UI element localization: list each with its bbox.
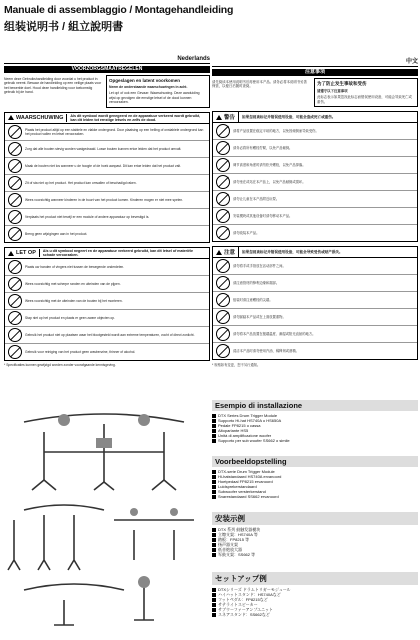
warning-item bbox=[213, 140, 417, 157]
warning-item-text: Breng geen wijzigingen aan in het product. bbox=[25, 231, 88, 236]
intro-text: 请先阅读本使用说明书后再使用本产品。请务必将本说明书妥善保管，以便日后随时查阅。 bbox=[212, 80, 307, 89]
warning-box bbox=[212, 111, 418, 242]
caution-item bbox=[5, 293, 209, 310]
page-header bbox=[0, 0, 420, 52]
prohibit-icon bbox=[216, 175, 230, 189]
warning-item bbox=[5, 175, 209, 192]
footnote: * Specificaties kunnen gewijzigd worden zonder voorafgaande kennisgeving. bbox=[4, 363, 116, 368]
caution-triangle-icon bbox=[216, 250, 222, 255]
prohibit-icon bbox=[216, 259, 230, 273]
dutch-column bbox=[4, 56, 210, 367]
intro-block bbox=[4, 75, 210, 108]
bullet-icon bbox=[212, 424, 216, 428]
prohibit-icon bbox=[8, 176, 22, 190]
warning-item bbox=[5, 192, 209, 209]
prohibit-icon bbox=[216, 158, 230, 172]
list-item-text: スネアスタンド：SS662など bbox=[218, 612, 270, 617]
prohibit-icon bbox=[8, 210, 22, 224]
caution-item bbox=[5, 259, 209, 276]
caution-item-text: Stap niet op het product en plaats er geen zware objecten op. bbox=[25, 316, 115, 321]
bullet-icon bbox=[212, 538, 216, 542]
notice-text: Let op! of ook een Gevaar: Waarschuwing. Deze aanduiding wijst op gevolgen die ernstige letsel of de dood kunnen veroorzaken. bbox=[109, 91, 200, 105]
bullet-icon bbox=[212, 470, 216, 474]
warning-header bbox=[5, 113, 209, 124]
warning-badge bbox=[213, 112, 239, 122]
list-item-text: 军鼓支架：SS662 等 bbox=[218, 552, 256, 557]
prohibit-icon bbox=[8, 294, 22, 308]
list-item-text: 低音炮放大器 bbox=[218, 547, 242, 552]
caution-badge bbox=[213, 247, 239, 257]
list-item-text: DTX-serie Drum Trigger Module bbox=[218, 469, 275, 474]
warning-box bbox=[4, 112, 210, 243]
caution-item-text: Gebruik het product niet op plaatsen waar het blootgesteld wordt aan extreme temperaturen, vocht of direct zonlicht. bbox=[25, 333, 195, 338]
prohibit-icon bbox=[216, 124, 230, 138]
caution-item-text: 清洁本产品时请勿使用汽油、稀释剂或酒精。 bbox=[233, 349, 299, 354]
section-japanese bbox=[212, 572, 418, 617]
bullet-icon bbox=[212, 490, 216, 494]
warning-item-text: 请勿让儿童在本产品附近玩耍。 bbox=[233, 197, 280, 202]
warning-item-text: Plaats het product altijd op een stabiele en vlakke ondergrond. Door plaatsing op een helling of onstabiele ondergrond kan het product vallen en letsel veroorzaken. bbox=[25, 127, 204, 137]
bullet-icon bbox=[212, 588, 216, 592]
notice-title: Opgeslagen en latent voorkomen bbox=[109, 78, 181, 83]
caution-badge bbox=[5, 249, 40, 257]
caution-item bbox=[213, 258, 417, 275]
caution-item bbox=[213, 292, 417, 309]
caution-item-text: 请勿将手或手指放在活动部件之间。 bbox=[233, 264, 286, 269]
caution-item-text: Plaats uw handen of vingers niet tussen de bewegende onderdelen. bbox=[25, 265, 125, 270]
list-item-text: DTX 系列 鼓触发器模块 bbox=[218, 527, 261, 532]
caution-item-text: Wees voorzichtig met scherpe randen en uiteinden van de pijpen. bbox=[25, 282, 121, 287]
list-item-text: Hi-hatstandaard HS740A ervanoord bbox=[218, 474, 282, 479]
warning-item-text: 调节高度和角度时请勿松开螺栓，以免产品掉落。 bbox=[233, 163, 306, 168]
warning-item-text: 安装模块或其他设备时请勿移动本产品。 bbox=[233, 214, 293, 219]
prohibit-icon bbox=[216, 209, 230, 223]
caution-item bbox=[5, 344, 209, 360]
warning-badge bbox=[5, 114, 67, 122]
caution-desc: 如果忽视该标记并错误使用设备，可能会导致受伤或财产损失。 bbox=[242, 250, 343, 255]
warning-item bbox=[5, 158, 209, 175]
warning-item-text: Verplaats het product niet terwijl er een module of andere apparatuur op bevestigd is. bbox=[25, 214, 150, 219]
warning-triangle-icon bbox=[216, 115, 222, 120]
list-item-text: ハイハットスタンド：HS740Aなど bbox=[218, 592, 281, 597]
prohibit-icon bbox=[8, 260, 22, 274]
list-item-text: DTX Series Drum Trigger Module bbox=[218, 413, 278, 418]
caution-triangle-icon bbox=[8, 251, 14, 256]
prohibit-icon bbox=[8, 193, 22, 207]
prohibit-icon bbox=[8, 159, 22, 173]
caution-box bbox=[212, 246, 418, 360]
caution-label: LET OP bbox=[16, 250, 36, 257]
warning-item bbox=[213, 208, 417, 225]
warning-item bbox=[5, 209, 209, 226]
bullet-icon bbox=[212, 598, 216, 602]
prohibit-icon bbox=[8, 277, 22, 291]
bullet-icon bbox=[212, 608, 216, 612]
list-item-text: 立镲支架：HS740A 等 bbox=[218, 532, 258, 537]
chinese-column bbox=[212, 56, 418, 367]
bullet-icon bbox=[212, 528, 216, 532]
bullet-icon bbox=[212, 485, 216, 489]
list-item-text: Subwoofer versterkerstand bbox=[218, 489, 266, 494]
notice-sub: 请遵守以下注意事项 bbox=[317, 89, 348, 93]
prohibit-icon bbox=[8, 125, 22, 139]
section-title: セットアップ例 bbox=[212, 572, 418, 585]
list-item bbox=[212, 494, 418, 499]
item-list bbox=[212, 469, 418, 499]
caution-desc: Als u dit symbool negeert en de apparatuur verkeerd gebruikt, kan dit letsel of materiële schade veroorzaken. bbox=[42, 249, 194, 258]
caution-item bbox=[213, 343, 417, 359]
list-item-text: サブウーファーアンプユニット bbox=[218, 607, 273, 612]
warning-desc: 如果忽视该标记并错误使用设备，可能会造成死亡或重伤。 bbox=[242, 115, 336, 120]
list-item-text: Hoetpedaal FP8215 ervanoord bbox=[218, 479, 273, 484]
list-item-text: Altoparlante HS5 bbox=[218, 428, 249, 433]
prohibit-icon bbox=[8, 345, 22, 359]
prohibit-icon bbox=[216, 310, 230, 324]
bullet-icon bbox=[212, 475, 216, 479]
bullet-icon bbox=[212, 543, 216, 547]
section-italian bbox=[212, 400, 418, 443]
components-illustration bbox=[4, 500, 204, 630]
title-line-2: 组装说明书 / 組立說明書 bbox=[4, 21, 124, 33]
caution-box bbox=[4, 247, 210, 361]
section-title: Voorbeeldopstelling bbox=[212, 456, 418, 467]
list-item-text: フットペダル：FP8215など bbox=[218, 597, 268, 602]
bullet-icon bbox=[212, 553, 216, 557]
warning-item bbox=[5, 141, 209, 158]
prohibit-icon bbox=[216, 293, 230, 307]
list-item-text: 扬声器支架 bbox=[218, 542, 238, 547]
caution-item bbox=[213, 309, 417, 326]
notice-box bbox=[106, 75, 210, 108]
prohibit-icon bbox=[216, 327, 230, 341]
warning-item bbox=[5, 124, 209, 141]
prohibit-icon bbox=[8, 328, 22, 342]
prohibit-icon bbox=[216, 192, 230, 206]
list-item-text: DTXシリーズ ドラムトリガーモジュール bbox=[218, 587, 291, 592]
list-item-text: Supporto Hi-hat HS740A o HS650A bbox=[218, 418, 282, 423]
caution-item bbox=[213, 326, 417, 343]
language-heading: Nederlands bbox=[4, 56, 210, 64]
list-item bbox=[212, 612, 418, 617]
prohibit-icon bbox=[216, 226, 230, 240]
caution-item-text: 请勿踩踏本产品或在上面放置重物。 bbox=[233, 315, 286, 320]
language-heading: 中文 bbox=[212, 56, 418, 67]
list-item-text: Supporto per sub woofer SS662 o simile bbox=[218, 438, 290, 443]
bullet-icon bbox=[212, 495, 216, 499]
caution-item bbox=[5, 327, 209, 344]
notice-text: 此标志表示如果忽视此标志而错误使用设备，可能会导致死亡或重伤。 bbox=[317, 95, 412, 104]
bullet-icon bbox=[212, 548, 216, 552]
warning-item bbox=[213, 174, 417, 191]
prohibit-icon bbox=[216, 276, 230, 290]
prohibit-icon bbox=[216, 141, 230, 155]
caution-header bbox=[5, 248, 209, 259]
warning-item bbox=[213, 123, 417, 140]
list-item bbox=[212, 438, 418, 443]
list-item-text: Snarestandaard SS662 ervanoord bbox=[218, 494, 279, 499]
notice-sub: Neem de onderstaande waarschuwingen in acht. bbox=[109, 85, 188, 89]
caution-item-text: 组装时请注意螺栓的尖端。 bbox=[233, 298, 273, 303]
section-title: 安装示例 bbox=[212, 512, 418, 525]
warning-item-text: Zit of sta niet op het product. Het product kan omvallen of beschadigd raken. bbox=[25, 180, 137, 185]
warning-label: WAARSCHUWING bbox=[16, 114, 64, 121]
precautions-bar: 注意事项 bbox=[212, 69, 418, 76]
item-list bbox=[212, 527, 418, 557]
caution-item-text: 请勿将本产品放置在极端温度、潮湿或阳光直射的地方。 bbox=[233, 332, 316, 337]
warning-item-text: 请勿坐在或站在本产品上，以免产品倾倒或损坏。 bbox=[233, 180, 306, 185]
caution-header bbox=[213, 247, 417, 258]
bullet-icon bbox=[212, 419, 216, 423]
prohibit-icon bbox=[8, 227, 22, 241]
warning-item-text: 请将产品放置在稳定平坦的地方，以免因倾倒而导致受伤。 bbox=[233, 129, 319, 134]
warning-triangle-icon bbox=[8, 115, 14, 120]
section-dutch bbox=[212, 456, 418, 499]
bullet-icon bbox=[212, 480, 216, 484]
caution-label: 注意 bbox=[224, 250, 236, 257]
title-line-1: Manuale di assemblaggio / Montagehandleiding bbox=[4, 4, 234, 16]
caution-item-text: Gebruik voor reiniging van het product geen wasbenzine, thinner of alcohol. bbox=[25, 350, 136, 355]
warning-item-text: Maak de bouten niet los wanneer u de hoogte of de hoek aanpast. Dit kan ertoe leiden dat het product valt. bbox=[25, 163, 181, 168]
intro-text: Neem deze Gebruikshandleiding door voordat u het product in gebruik neemt. Bewaar de handleiding op een veilige plaats voor het bewerkte doel. Houd deze handleiding voor toekomstig gebruik bij de hand. bbox=[4, 77, 102, 95]
bullet-icon bbox=[212, 439, 216, 443]
warning-item bbox=[5, 226, 209, 242]
caution-item bbox=[5, 276, 209, 293]
item-list bbox=[212, 587, 418, 617]
section-chinese bbox=[212, 512, 418, 557]
intro-block bbox=[212, 78, 418, 107]
list-item-text: Luidsprekerstandaard bbox=[218, 484, 257, 489]
notice-box bbox=[314, 78, 418, 107]
caution-item bbox=[213, 275, 417, 292]
warning-item-text: 请勿改装本产品。 bbox=[233, 231, 260, 236]
bullet-icon bbox=[212, 414, 216, 418]
footnote: * 规格如有变更，恕不另行通知。 bbox=[212, 363, 261, 368]
prohibit-icon bbox=[8, 311, 22, 325]
list-item-text: Unità di amplificazione woofer bbox=[218, 433, 272, 438]
bullet-icon bbox=[212, 603, 216, 607]
warning-item bbox=[213, 225, 417, 241]
bullet-icon bbox=[212, 434, 216, 438]
prohibit-icon bbox=[216, 344, 230, 358]
precautions-bar: VOORZORGSMAATREGELEN bbox=[4, 66, 210, 73]
warning-item-text: Wees voorzichtig wanneer kinderen in de buurt van het product komen. Kinderen mogen er niet mee spelen. bbox=[25, 197, 184, 202]
warning-desc: Als dit symbool wordt genegeerd en de apparatuur verkeerd wordt gebruikt, kan dit leiden tot ernstige letsels en zelfs de dood. bbox=[70, 113, 201, 122]
warning-item bbox=[213, 191, 417, 208]
rack-setup-illustration bbox=[4, 402, 204, 492]
bullet-icon bbox=[212, 533, 216, 537]
list-item-text: 踏板：FP8215 等 bbox=[218, 537, 250, 542]
warning-item bbox=[213, 157, 417, 174]
warning-label: 警告 bbox=[224, 115, 236, 122]
bullet-icon bbox=[212, 613, 216, 617]
notice-title: 为了防止发生事故和受伤 bbox=[317, 81, 367, 86]
warning-header bbox=[213, 112, 417, 123]
bullet-icon bbox=[212, 593, 216, 597]
list-item-text: サテライトスピーカー bbox=[218, 602, 258, 607]
bullet-icon bbox=[212, 429, 216, 433]
caution-item-text: Wees voorzichtig met de uiteinden van de bouten bij het monteren. bbox=[25, 299, 123, 304]
item-list bbox=[212, 413, 418, 443]
caution-item bbox=[5, 310, 209, 327]
warning-item-text: Zorg dat alle bouten stevig worden vastgedraaid. Losse bouten kunnen ertoe leiden dat het product omvalt. bbox=[25, 146, 182, 151]
list-item-text: Pedale FP8215 o cassa bbox=[218, 423, 261, 428]
section-title: Esempio di installazione bbox=[212, 400, 418, 411]
list-item bbox=[212, 552, 418, 557]
warning-item-text: 请务必将所有螺栓拧紧，以免产品倾倒。 bbox=[233, 146, 293, 151]
caution-item-text: 请注意管材的锋利边缘和端部。 bbox=[233, 281, 280, 286]
prohibit-icon bbox=[8, 142, 22, 156]
